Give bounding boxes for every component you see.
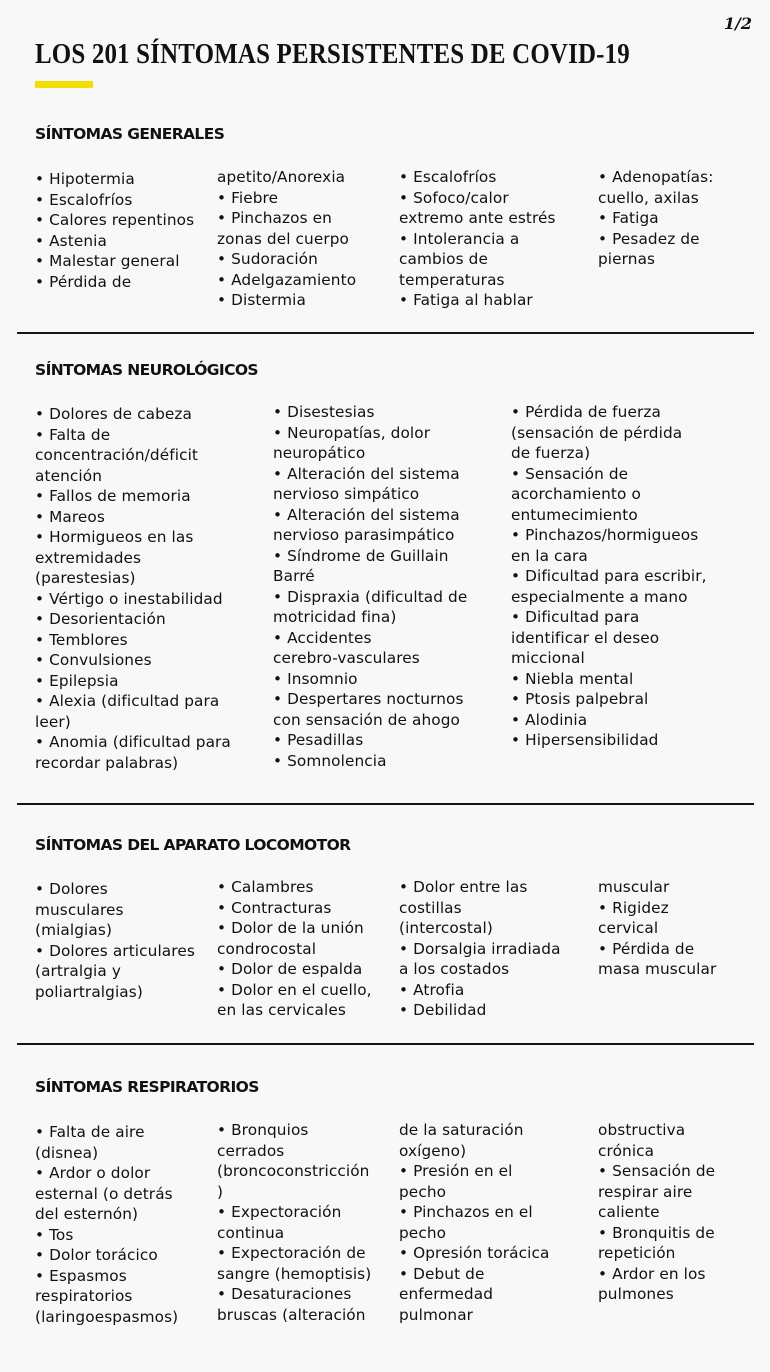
section-divider bbox=[17, 1043, 754, 1045]
section-title-neurologicos: SÍNTOMAS NEUROLÓGICOS bbox=[35, 361, 258, 379]
symptom-line: • Convulsiones bbox=[35, 651, 152, 669]
symptom-line: esternal (o detrás bbox=[35, 1184, 173, 1203]
symptom-line: a los costados bbox=[399, 960, 510, 978]
symptom-line: • Fatiga al hablar bbox=[399, 291, 533, 309]
symptom-line: • Escalofríos bbox=[35, 190, 133, 209]
symptom-line: • Fallos de memoria bbox=[35, 487, 191, 505]
symptom-line: • Malestar general bbox=[35, 252, 180, 270]
symptom-line: • Calambres bbox=[217, 878, 314, 896]
symptom-line: crónica bbox=[598, 1141, 655, 1160]
symptom-line: • Pérdida de fuerza bbox=[511, 403, 661, 421]
symptom-column bbox=[35, 404, 231, 773]
symptom-line: ) bbox=[217, 1182, 224, 1201]
symptom-line: cambios de bbox=[399, 250, 488, 268]
symptom-line: acorchamiento o bbox=[511, 485, 641, 503]
symptom-line: • Alodinia bbox=[511, 710, 588, 729]
symptom-line: (laringoespasmos) bbox=[35, 1307, 179, 1326]
symptom-line: • Pérdida de bbox=[598, 939, 695, 958]
symptom-line: • Dolor en el cuello, bbox=[217, 980, 372, 999]
symptom-line: • Escalofríos bbox=[399, 168, 497, 186]
symptom-line: (disnea) bbox=[35, 1143, 99, 1162]
symptom-line: • Temblores bbox=[35, 630, 128, 649]
symptom-line: • Pesadez de bbox=[598, 229, 700, 248]
section-title-locomotor: SÍNTOMAS DEL APARATO LOCOMOTOR bbox=[35, 836, 351, 854]
symptom-line: extremo ante estrés bbox=[399, 209, 556, 227]
symptom-line: • Sensación de bbox=[511, 464, 629, 483]
symptom-line: apetito/Anorexia bbox=[217, 168, 346, 186]
symptom-line: pulmonar bbox=[399, 1305, 474, 1324]
symptom-line: cerebro-vasculares bbox=[273, 649, 420, 667]
symptom-line: en la cara bbox=[511, 546, 588, 565]
symptom-line: • Anomia (dificultad para bbox=[35, 733, 231, 751]
symptom-line: continua bbox=[217, 1223, 285, 1242]
symptom-line: cuello, axilas bbox=[598, 188, 699, 207]
symptom-line: • Alexia (dificultad para bbox=[35, 692, 220, 710]
symptom-line: nervioso parasimpático bbox=[273, 526, 455, 544]
symptom-line: en las cervicales bbox=[217, 1001, 346, 1019]
symptom-line: enfermedad bbox=[399, 1285, 494, 1303]
symptom-line: • Síndrome de Guillain bbox=[273, 546, 449, 565]
symptom-line: de fuerza) bbox=[511, 444, 591, 462]
symptom-line: • Falta de bbox=[35, 425, 111, 444]
symptom-line: • Pinchazos/hormigueos bbox=[511, 526, 699, 544]
symptom-line: cerrados bbox=[217, 1141, 285, 1160]
symptom-line: • Pinchazos en bbox=[217, 209, 332, 227]
symptom-column bbox=[273, 402, 467, 771]
symptom-line: • Tos bbox=[35, 1225, 74, 1244]
symptom-line: pulmones bbox=[598, 1285, 674, 1303]
symptom-line: • Accidentes bbox=[273, 628, 372, 647]
symptom-line: • Calores repentinos bbox=[35, 211, 195, 229]
symptom-line: • Dificultad para escribir, bbox=[511, 567, 707, 585]
symptom-line: • Dificultad para bbox=[511, 608, 640, 626]
symptom-line: (mialgias) bbox=[35, 921, 113, 939]
symptom-line: • Alteración del sistema bbox=[273, 505, 460, 524]
symptom-line: • Fiebre bbox=[217, 188, 279, 207]
symptom-line: • Espasmos bbox=[35, 1266, 127, 1285]
symptom-line: • Bronquios bbox=[217, 1121, 309, 1139]
symptom-line: recordar palabras) bbox=[35, 753, 179, 772]
symptom-line: • Opresión torácica bbox=[399, 1244, 550, 1262]
symptom-line: • Dolores de cabeza bbox=[35, 405, 193, 423]
symptom-line: identificar el deseo bbox=[511, 628, 660, 647]
symptom-line: extremidades bbox=[35, 548, 142, 567]
symptom-column bbox=[598, 1120, 715, 1305]
symptom-line: • Sudoración bbox=[217, 250, 318, 268]
symptom-line: • Disestesias bbox=[273, 403, 375, 421]
symptom-column bbox=[35, 1122, 178, 1327]
symptom-line: piernas bbox=[598, 250, 656, 268]
symptom-line: cervical bbox=[598, 919, 659, 937]
symptom-line: respiratorios bbox=[35, 1287, 133, 1305]
symptom-line: del esternón) bbox=[35, 1205, 139, 1223]
symptom-line: repetición bbox=[598, 1244, 676, 1262]
symptom-line: • Astenia bbox=[35, 231, 107, 250]
symptom-line: • Alteración del sistema bbox=[273, 464, 460, 483]
symptom-line: • Distermia bbox=[217, 291, 306, 309]
symptom-line: sangre (hemoptisis) bbox=[217, 1264, 372, 1283]
symptom-line: • Vértigo o inestabilidad bbox=[35, 589, 223, 608]
symptom-line: (sensación de pérdida bbox=[511, 423, 683, 442]
symptom-line: • Ardor en los bbox=[598, 1264, 706, 1283]
symptom-line: • Dolor de espalda bbox=[217, 960, 363, 978]
symptom-line: • Pesadillas bbox=[273, 731, 364, 749]
symptom-line: especialmente a mano bbox=[511, 587, 688, 606]
symptom-line: • Contracturas bbox=[217, 898, 332, 917]
symptom-line: leer) bbox=[35, 712, 71, 731]
symptom-column bbox=[399, 1120, 550, 1325]
accent-bar bbox=[35, 81, 93, 88]
symptom-line: neuropático bbox=[273, 444, 366, 462]
page-title: LOS 201 SÍNTOMAS PERSISTENTES DE COVID-19 bbox=[35, 38, 630, 70]
symptom-line: entumecimiento bbox=[511, 505, 638, 524]
symptom-line: • Insomnio bbox=[273, 669, 358, 688]
symptom-line: concentración/déficit bbox=[35, 446, 199, 464]
symptom-line: • Fatiga bbox=[598, 209, 659, 227]
symptom-line: • Adenopatías: bbox=[598, 168, 714, 186]
symptom-line: miccional bbox=[511, 649, 585, 667]
symptom-line: • Pérdida de bbox=[35, 272, 132, 291]
symptom-line: (artralgia y bbox=[35, 962, 121, 980]
symptom-line: costillas bbox=[399, 898, 462, 917]
symptom-line: • Niebla mental bbox=[511, 669, 634, 688]
symptom-line: • Rigidez bbox=[598, 898, 669, 917]
symptom-column bbox=[217, 1120, 371, 1325]
symptom-line: pecho bbox=[399, 1182, 447, 1201]
symptom-line: • Adelgazamiento bbox=[217, 270, 357, 289]
symptom-line: • Somnolencia bbox=[273, 751, 387, 770]
symptom-line: Barré bbox=[273, 567, 315, 585]
symptom-line: • Epilepsia bbox=[35, 671, 119, 690]
symptom-column bbox=[399, 167, 556, 311]
symptom-line: • Dolor de la unión bbox=[217, 919, 364, 937]
symptom-line: • Pinchazos en el bbox=[399, 1203, 533, 1221]
symptom-column bbox=[217, 877, 372, 1021]
section-divider bbox=[17, 803, 754, 805]
symptom-line: • Ptosis palpebral bbox=[511, 690, 649, 708]
symptom-line: • Falta de aire bbox=[35, 1123, 145, 1141]
symptom-line: nervioso simpático bbox=[273, 485, 420, 503]
symptom-line: caliente bbox=[598, 1203, 660, 1221]
symptom-line: • Dorsalgia irradiada bbox=[399, 939, 561, 958]
symptom-column bbox=[399, 877, 561, 1021]
symptom-line: atención bbox=[35, 466, 102, 485]
page-indicator: 1/2 bbox=[723, 14, 752, 33]
symptom-line: • Sofoco/calor bbox=[399, 188, 509, 207]
symptom-line: • Atrofia bbox=[399, 980, 465, 999]
symptom-line: • Neuropatías, dolor bbox=[273, 423, 431, 442]
symptom-line: • Intolerancia a bbox=[399, 229, 520, 248]
symptom-line: • Bronquitis de bbox=[598, 1223, 715, 1242]
symptom-line: • Dolores articulares bbox=[35, 941, 195, 960]
symptom-line: • Dolores bbox=[35, 880, 108, 898]
symptom-column bbox=[217, 167, 356, 311]
symptom-line: con sensación de ahogo bbox=[273, 710, 461, 729]
symptom-line: obstructiva bbox=[598, 1121, 686, 1139]
symptom-line: (parestesias) bbox=[35, 569, 136, 587]
symptom-column bbox=[35, 879, 195, 1002]
symptom-line: pecho bbox=[399, 1223, 447, 1242]
symptom-line: musculares bbox=[35, 900, 124, 919]
symptom-line: masa muscular bbox=[598, 960, 717, 978]
section-title-generales: SÍNTOMAS GENERALES bbox=[35, 125, 225, 143]
symptom-line: • Dolor torácico bbox=[35, 1246, 158, 1264]
section-divider bbox=[17, 332, 754, 334]
symptom-line: • Expectoración de bbox=[217, 1244, 366, 1262]
symptom-line: • Sensación de bbox=[598, 1162, 716, 1180]
symptom-line: bruscas (alteración bbox=[217, 1305, 366, 1324]
symptom-line: oxígeno) bbox=[399, 1141, 467, 1160]
symptom-line: temperaturas bbox=[399, 270, 505, 289]
symptom-line: condrocostal bbox=[217, 939, 317, 958]
symptom-line: • Desorientación bbox=[35, 610, 166, 628]
symptom-line: (intercostal) bbox=[399, 919, 493, 937]
symptom-column bbox=[598, 167, 713, 270]
symptom-column bbox=[598, 877, 716, 980]
symptom-line: respirar aire bbox=[598, 1182, 693, 1201]
symptom-line: zonas del cuerpo bbox=[217, 229, 349, 248]
symptom-line: • Dolor entre las bbox=[399, 878, 528, 896]
symptom-line: • Despertares nocturnos bbox=[273, 690, 464, 708]
symptom-line: (broncoconstricción bbox=[217, 1162, 370, 1180]
symptom-line: • Expectoración bbox=[217, 1203, 342, 1221]
symptom-line: • Hipotermia bbox=[35, 170, 135, 188]
symptom-line: • Mareos bbox=[35, 507, 105, 526]
symptom-line: muscular bbox=[598, 878, 670, 896]
symptom-line: • Hipersensibilidad bbox=[511, 731, 659, 749]
symptom-line: • Debut de bbox=[399, 1264, 485, 1283]
symptom-column bbox=[511, 402, 707, 751]
symptom-line: poliartralgias) bbox=[35, 982, 143, 1001]
section-title-respiratorios: SÍNTOMAS RESPIRATORIOS bbox=[35, 1078, 259, 1096]
symptom-line: • Ardor o dolor bbox=[35, 1164, 151, 1182]
symptom-line: • Debilidad bbox=[399, 1001, 487, 1019]
symptom-column bbox=[35, 169, 194, 292]
symptom-line: de la saturación bbox=[399, 1121, 524, 1139]
symptom-line: • Desaturaciones bbox=[217, 1285, 352, 1303]
symptom-line: • Presión en el bbox=[399, 1162, 513, 1180]
symptom-line: motricidad fina) bbox=[273, 608, 397, 626]
symptom-line: • Hormigueos en las bbox=[35, 528, 194, 546]
symptom-line: • Dispraxia (dificultad de bbox=[273, 587, 468, 606]
